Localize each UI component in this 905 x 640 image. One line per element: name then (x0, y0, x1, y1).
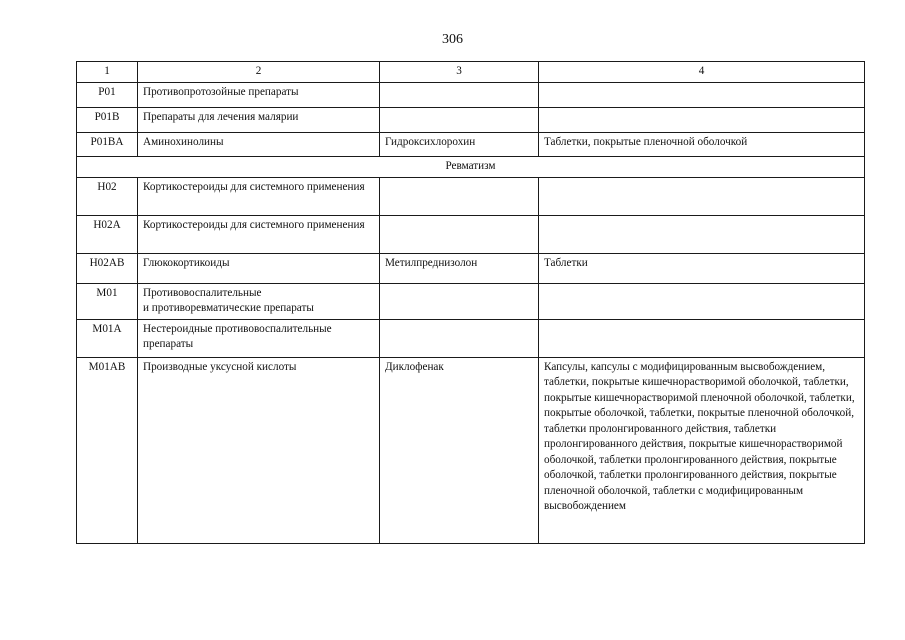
dosage-form-cell: Капсулы, капсулы с модифицированным высвобождением, таблетки, покрытые кишечнорастворимой оболочкой, таблетки, покрытые кишечнорастворимой пленочной оболочкой, таблетки, покрытые оболочкой, таблетки, покрытые пленочной оболочкой, таблетки пролонгированного действия, таблетки пролонгированного действия, покрытые кишечнорастворимой оболочкой, таблетки пролонгированного действия, покрытые оболочкой, таблетки пролонгированного действия, покрытые пленочной оболочкой, таблетки с модифицированным высвобождением (539, 358, 865, 544)
atc-group-name-cell: Производные уксусной кислоты (138, 358, 380, 544)
dosage-form-cell: Таблетки (539, 254, 865, 284)
dosage-form-cell (539, 83, 865, 108)
dosage-form-cell (539, 178, 865, 216)
substance-cell (380, 83, 539, 108)
dosage-form-cell: Таблетки, покрытые пленочной оболочкой (539, 133, 865, 157)
table-row (77, 254, 865, 284)
substance-cell: Метилпреднизолон (380, 254, 539, 284)
atc-group-name-cell: Нестероидные противовоспалительные препараты (138, 320, 380, 358)
table-row (77, 284, 865, 320)
atc-group-name-cell (138, 284, 380, 320)
section-title: Ревматизм (77, 157, 865, 178)
column-header: 1 (77, 62, 138, 83)
table-row (77, 178, 865, 216)
table-row (77, 133, 865, 157)
substance-cell: Диклофенак (380, 358, 539, 544)
atc-code-cell: H02A (77, 216, 138, 254)
dosage-form-cell (539, 108, 865, 133)
column-header: 2 (138, 62, 380, 83)
atc-group-name-cell: Аминохинолины (138, 133, 380, 157)
column-header: 4 (539, 62, 865, 83)
dosage-form-cell (539, 216, 865, 254)
atc-group-name-cell: Препараты для лечения малярии (138, 108, 380, 133)
table-row (77, 83, 865, 108)
atc-code-cell: M01A (77, 320, 138, 358)
page-number: 306 (442, 32, 463, 47)
atc-code-cell: H02AB (77, 254, 138, 284)
substance-cell (380, 284, 539, 320)
substance-cell (380, 108, 539, 133)
atc-group-name-cell: Глюкокортикоиды (138, 254, 380, 284)
atc-code-cell: P01BA (77, 133, 138, 157)
substance-cell (380, 320, 539, 358)
table-row (77, 108, 865, 133)
atc-code-cell: P01 (77, 83, 138, 108)
table-row (77, 358, 865, 544)
atc-code-cell: M01AB (77, 358, 138, 544)
table-header-row (77, 62, 865, 83)
dosage-form-cell (539, 284, 865, 320)
atc-group-name-cell: Кортикостероиды для системного применения (138, 178, 380, 216)
drug-table (76, 61, 865, 544)
atc-code-cell: H02 (77, 178, 138, 216)
atc-group-name-cell: Кортикостероиды для системного применения (138, 216, 380, 254)
substance-cell: Гидроксихлорохин (380, 133, 539, 157)
table-row (77, 320, 865, 358)
table-row (77, 216, 865, 254)
atc-group-name-line: Противовоспалительные (143, 287, 262, 299)
dosage-form-cell (539, 320, 865, 358)
atc-code-cell: M01 (77, 284, 138, 320)
section-row (77, 157, 865, 178)
atc-group-name-line: и противоревматические препараты (143, 302, 314, 315)
column-header: 3 (380, 62, 539, 83)
substance-cell (380, 178, 539, 216)
atc-group-name-cell: Противопротозойные препараты (138, 83, 380, 108)
substance-cell (380, 216, 539, 254)
atc-code-cell: P01B (77, 108, 138, 133)
